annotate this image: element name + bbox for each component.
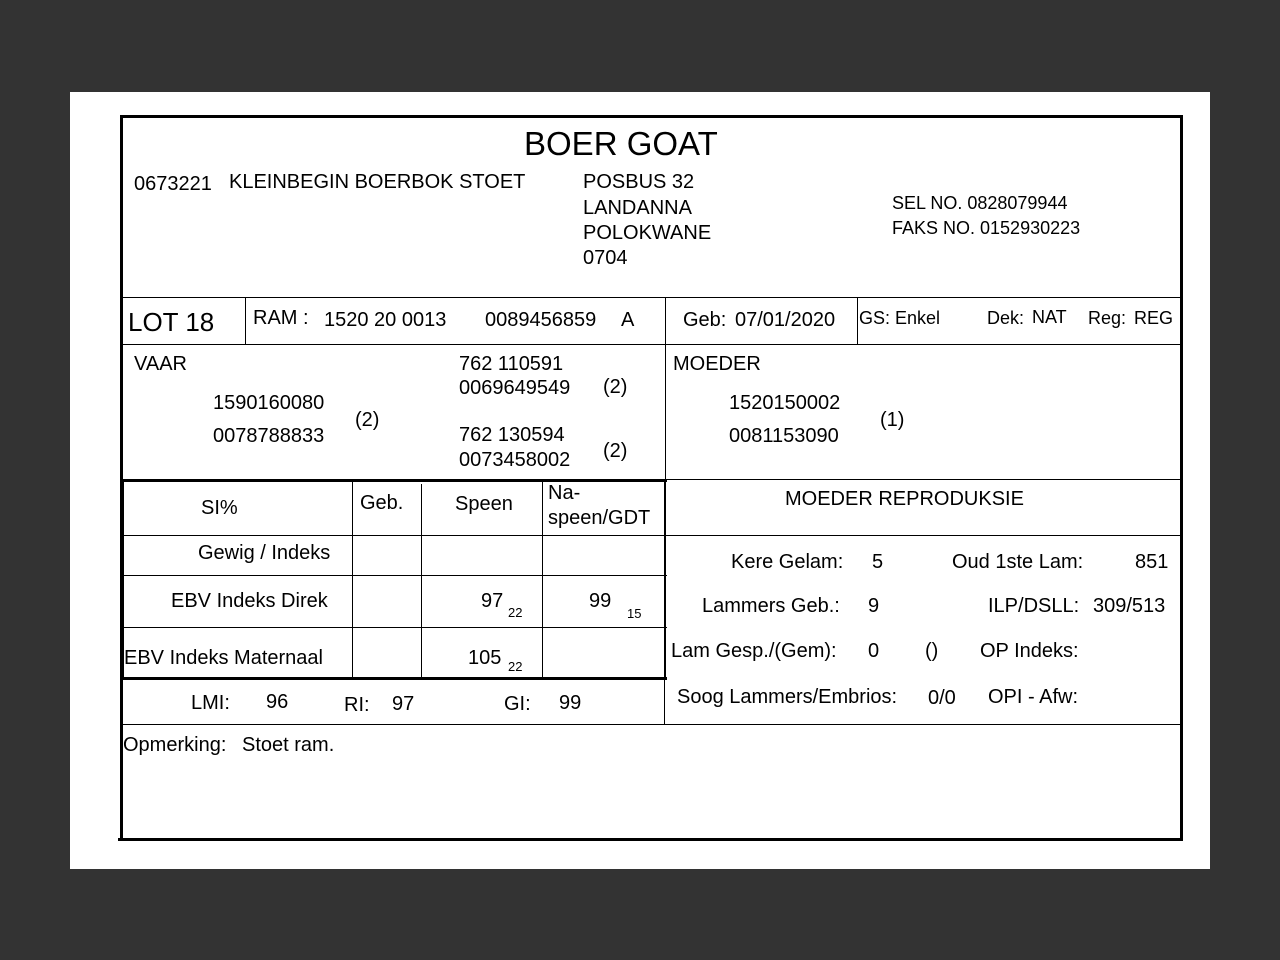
birth-label: Geb: [683, 309, 727, 331]
frame-bottom [118, 838, 1183, 841]
address-line-3: POLOKWANE [583, 222, 712, 244]
sire-label: VAAR [134, 353, 187, 375]
birth-status: GS: Enkel [859, 308, 941, 328]
maternal-label: EBV Indeks Maternaal [124, 647, 323, 669]
animal-type-label: RAM : [253, 307, 309, 329]
geb-label: Geb. [360, 492, 404, 514]
direk-speen-count: 22 [508, 605, 523, 620]
gi-value: 99 [559, 692, 582, 714]
divider [122, 479, 667, 482]
divider [122, 724, 1180, 725]
lot-number: LOT 18 [128, 307, 215, 337]
sire-id-2: 0078788833 [213, 425, 325, 447]
soog-label: Soog Lammers/Embrios: [677, 686, 898, 708]
divider [665, 297, 666, 344]
direk-naspeen-value: 99 [589, 590, 612, 612]
divider [665, 479, 1180, 480]
direk-naspeen-count: 15 [627, 606, 642, 621]
ilp-label: ILP/DSLL: [988, 595, 1080, 617]
grandsire-id-2: 0069649549 [459, 377, 571, 399]
divider [665, 344, 666, 481]
gi-label: GI: [504, 693, 531, 715]
divider [122, 535, 1180, 536]
divider [857, 297, 858, 344]
oud-label: Oud 1ste Lam: [952, 551, 1084, 573]
direk-speen-value: 97 [481, 590, 504, 612]
granddam-id-1: 762 130594 [459, 424, 565, 446]
frame-right [1180, 115, 1183, 840]
reg-value: REG [1134, 308, 1174, 328]
divider [122, 575, 667, 576]
sire-id-1: 1590160080 [213, 392, 325, 414]
ri-value: 97 [392, 693, 415, 715]
breeder-name: KLEINBEGIN BOERBOK STOET [229, 171, 526, 193]
lammers-label: Lammers Geb.: [702, 595, 840, 617]
address-line-1: POSBUS 32 [583, 171, 695, 193]
opi-label: OPI - Afw: [988, 686, 1079, 708]
si-label: SI% [201, 497, 238, 519]
phone-number: SEL NO. 0828079944 [892, 193, 1068, 213]
fax-number: FAKS NO. 0152930223 [892, 218, 1081, 238]
divider [122, 677, 667, 680]
animal-id-1: 1520 20 0013 [324, 309, 447, 331]
ri-label: RI: [344, 694, 370, 716]
divider [352, 480, 353, 680]
remarks-label: Opmerking: [123, 734, 227, 756]
reg-label: Reg: [1088, 308, 1127, 328]
gewig-label: Gewig / Indeks [198, 542, 331, 564]
soog-value: 0/0 [928, 687, 956, 709]
dek-value: NAT [1032, 307, 1067, 327]
kere-label: Kere Gelam: [731, 551, 844, 573]
kere-value: 5 [872, 551, 884, 573]
maternal-speen-count: 22 [508, 659, 523, 674]
grandsire-id-1: 762 110591 [459, 353, 564, 375]
gem-value: () [925, 640, 939, 662]
divider [664, 480, 666, 680]
divider [664, 680, 665, 725]
address-line-4: 0704 [583, 247, 628, 269]
breeder-number: 0673221 [134, 173, 212, 195]
ilp-value: 309/513 [1093, 595, 1166, 617]
maternal-speen-value: 105 [468, 647, 502, 669]
dam-label: MOEDER [673, 353, 761, 375]
gesp-value: 0 [868, 640, 880, 662]
speen-label: Speen [455, 493, 513, 515]
repro-title: MOEDER REPRODUKSIE [785, 488, 1024, 510]
divider [421, 484, 422, 680]
birth-date: 07/01/2020 [735, 309, 836, 331]
dam-id-2: 0081153090 [729, 425, 839, 447]
animal-grade: A [621, 309, 635, 331]
divider [122, 344, 1180, 345]
frame-left [120, 115, 123, 840]
dam-id-1: 1520150002 [729, 392, 841, 414]
dek-label: Dek: [987, 308, 1025, 328]
frame-top [120, 115, 1183, 118]
divider [245, 297, 246, 344]
naspeen-label-1: Na- [548, 482, 581, 504]
granddam-id-2: 0073458002 [459, 449, 571, 471]
grandsire-count: (2) [603, 376, 628, 398]
sire-count: (2) [355, 409, 380, 431]
lmi-label: LMI: [191, 692, 230, 714]
lmi-value: 96 [266, 691, 289, 713]
op-label: OP Indeks: [980, 640, 1079, 662]
page-title: BOER GOAT [524, 125, 718, 162]
direk-label: EBV Indeks Direk [171, 590, 328, 612]
granddam-count: (2) [603, 440, 628, 462]
gesp-label: Lam Gesp./(Gem): [671, 640, 837, 662]
divider [542, 480, 543, 680]
naspeen-label-2: speen/GDT [548, 507, 651, 529]
address-line-2: LANDANNA [583, 197, 692, 219]
divider [122, 297, 1180, 298]
animal-id-2: 0089456859 [485, 309, 597, 331]
divider [122, 627, 667, 628]
dam-count: (1) [880, 409, 905, 431]
oud-value: 851 [1135, 551, 1169, 573]
lammers-value: 9 [868, 595, 880, 617]
remarks-text: Stoet ram. [242, 734, 335, 756]
